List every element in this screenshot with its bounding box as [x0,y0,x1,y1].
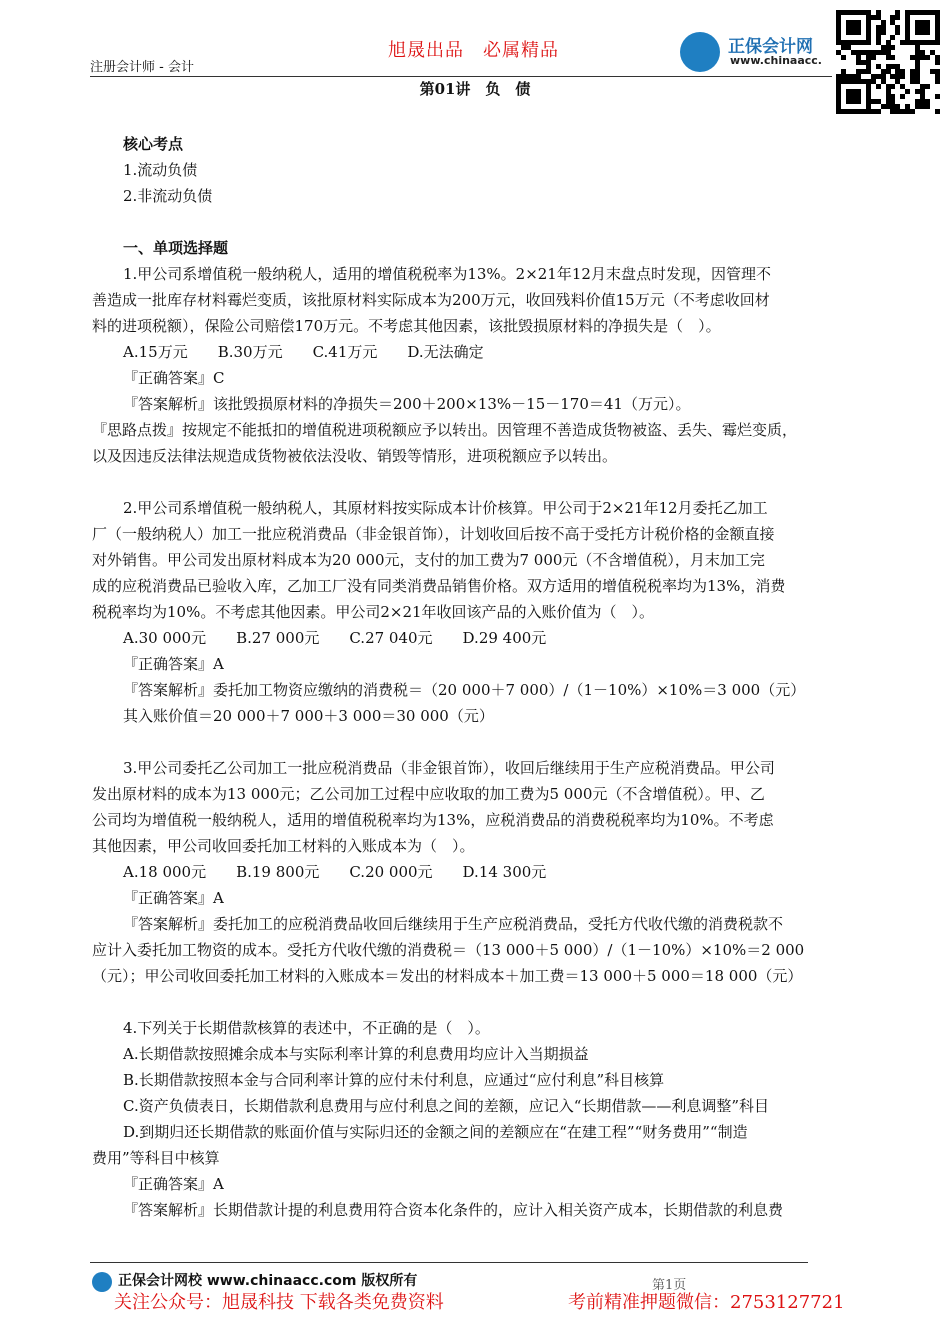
brand-logo-icon [680,32,720,72]
text-line: 『答案解析』该批毁损原材料的净损失＝200＋200×13%－15－170＝41（万元）。 [123,395,691,413]
brand-name: 正保会计网 [728,37,813,57]
text-line: 『正确答案』C [123,369,225,387]
text-line: 『思路点拨』按规定不能抵扣的增值税进项税额应予以转出。因管理不善造成货物被盗、丢失、霉烂变质， [92,421,798,439]
text-line: 发出原材料的成本为13 000元；乙公司加工过程中应收取的加工费为5 000元（不含增值税）。甲、乙 [92,785,765,803]
text-line: 税税率均为10%。不考虑其他因素。甲公司2×21年收回该产品的入账价值为（ ）。 [92,603,655,621]
course-label: 注册会计师 - 会计 [90,60,194,75]
text-line: 费用”等科目中核算 [92,1149,220,1167]
text-line: 公司均为增值税一般纳税人，适用的增值税税率均为13%，应税消费品的消费税税率均为10%。不考虑 [92,811,774,829]
text-line: B.长期借款按照本金与合同利率计算的应付未付利息，应通过“应付利息”科目核算 [123,1071,665,1089]
text-line: 以及因违反法律法规造成货物被依法没收、销毁等情形，进项税额应予以转出。 [92,447,618,465]
text-line: A.18 000元 B.19 800元 C.20 000元 D.14 300元 [123,863,547,881]
header-divider [90,76,832,77]
text-line: 1.甲公司系增值税一般纳税人，适用的增值税税率为13%。2×21年12月末盘点时发现，因管理不 [123,265,771,283]
text-line: 料的进项税额），保险公司赔偿170万元。不考虑其他因素，该批毁损原材料的净损失是（ ）。 [92,317,721,335]
lecture-title: 第01讲 负 债 [419,80,531,98]
text-line: 『答案解析』委托加工的应税消费品收回后继续用于生产应税消费品，受托方代收代缴的消费税款不 [123,915,784,933]
text-line: 核心考点 [123,135,184,153]
text-line: D.到期归还长期借款的账面价值与实际归还的金额之间的差额应在“在建工程”“财务费用”“制造 [123,1123,748,1141]
brand-logo [680,30,840,74]
brand-url: www.chinaacc. [730,54,822,67]
text-line: 对外销售。甲公司发出原材料成本为20 000元，支付的加工费为7 000元（不含增值税），月末加工完 [92,551,765,569]
text-line: 『正确答案』A [123,1175,224,1193]
text-line: 2.甲公司系增值税一般纳税人，其原材料按实际成本计价核算。甲公司于2×21年12月委托乙加工 [123,499,768,517]
text-line: 4.下列关于长期借款核算的表述中，不正确的是（ ）。 [123,1019,490,1037]
text-line: C.资产负债表日，长期借款利息费用与应付利息之间的差额，应记入“长期借款——利息调整”科目 [123,1097,770,1115]
text-line: A.15万元 B.30万元 C.41万元 D.无法确定 [123,343,484,361]
text-line: （元）；甲公司收回委托加工材料的入账成本＝发出的材料成本＋加工费＝13 000＋5 000＝18 000（元） [92,967,803,985]
text-line: 『正确答案』A [123,655,224,673]
text-line: 『答案解析』长期借款计提的利息费用符合资本化条件的，应计入相关资产成本，长期借款的利息费 [123,1201,784,1219]
footer-copyright: 正保会计网校 www.chinaacc.com 版权所有 [118,1273,418,1289]
text-line: 成的应税消费品已验收入库，乙加工厂没有同类消费品销售价格。双方适用的增值税税率均为13%，消费 [92,577,786,595]
text-line: 厂（一般纳税人）加工一批应税消费品（非金银首饰），计划收回后按不高于受托方计税价格的金额直接 [92,525,775,543]
text-line: 应计入委托加工物资的成本。受托方代收代缴的消费税＝（13 000＋5 000）/（1－10%）×10%＝2 000 [92,941,805,959]
text-line: 3.甲公司委托乙公司加工一批应税消费品（非金银首饰），收回后继续用于生产应税消费品。甲公司 [123,759,775,777]
text-line: 2.非流动负债 [123,187,213,205]
text-line: A.长期借款按照摊余成本与实际利率计算的利息费用均应计入当期损益 [123,1045,589,1063]
footer-logo-icon [92,1272,112,1292]
text-line: 其入账价值＝20 000＋7 000＋3 000＝30 000（元） [123,707,494,725]
text-line: 其他因素，甲公司收回委托加工材料的入账成本为（ ）。 [92,837,475,855]
text-line: 1.流动负债 [123,161,198,179]
text-line: 『正确答案』A [123,889,224,907]
slogan: 旭晟出品 必属精品 [388,40,559,61]
text-line: A.30 000元 B.27 000元 C.27 040元 D.29 400元 [123,629,547,647]
page-number: 第1页 [652,1278,687,1293]
text-line: 善造成一批库存材料霉烂变质，该批原材料实际成本为200万元，收回残料价值15万元（不考虑收回材 [92,291,770,309]
text-line: 一、单项选择题 [123,239,229,257]
promo-left: 关注公众号：旭晟科技 下载各类免费资料 [114,1292,444,1313]
text-line: 『答案解析』委托加工物资应缴纳的消费税＝（20 000＋7 000）/（1－10%）×10%＝3 000（元） [123,681,806,699]
promo-right: 考前精准押题微信：2753127721 [568,1292,845,1313]
footer-divider [90,1262,808,1263]
